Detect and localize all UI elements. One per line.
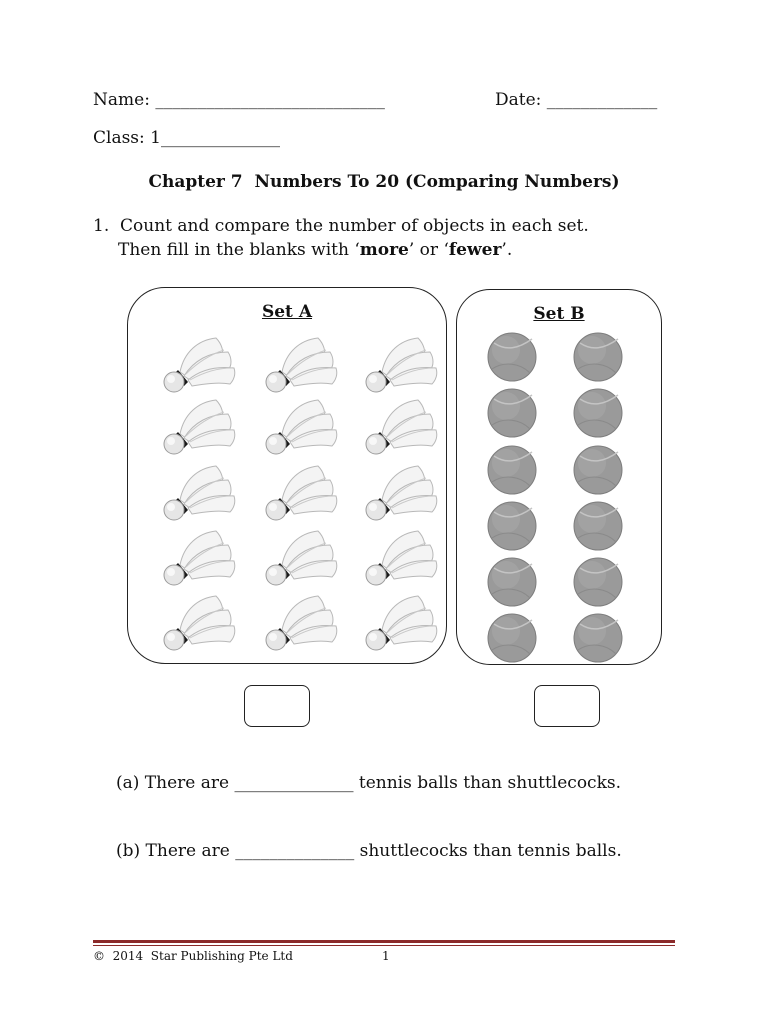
footer-rule	[93, 940, 675, 943]
shuttlecock-icon	[366, 531, 437, 585]
tennis-ball-icon	[574, 389, 622, 437]
tennis-ball-icon	[488, 558, 536, 606]
shuttlecock-icon	[266, 596, 337, 650]
set-a-label: Set A	[261, 302, 313, 322]
set-a-box	[127, 287, 447, 664]
shuttlecock-icon	[164, 338, 235, 392]
word-more: more	[359, 240, 409, 260]
footer-copyright: © 2014 Star Publishing Pte Ltd	[93, 949, 293, 963]
shuttlecock-icon	[366, 596, 437, 650]
class-field-label: Class: 1______________	[93, 128, 280, 148]
shuttlecock-icon	[266, 400, 337, 454]
shuttlecock-icon	[164, 400, 235, 454]
set-a-items	[128, 288, 446, 663]
tennis-ball-icon	[488, 446, 536, 494]
question-line-2: Then fill in the blanks with ‘more’ or ‘fewer’.	[118, 240, 513, 260]
tennis-ball-icon	[574, 558, 622, 606]
shuttlecock-icon	[366, 338, 437, 392]
shuttlecock-icon	[164, 531, 235, 585]
set-b-items	[457, 290, 661, 664]
set-a-answer-box[interactable]	[244, 685, 310, 727]
tennis-ball-icon	[574, 614, 622, 662]
shuttlecock-icon	[366, 400, 437, 454]
word-fewer: fewer	[448, 240, 502, 260]
question-number: 1.	[93, 216, 110, 236]
name-field-label: Name: ___________________________	[93, 90, 385, 110]
statement-b: (b) There are ______________ shuttlecocks than tennis balls.	[116, 841, 622, 861]
date-field-label: Date: _____________	[495, 90, 658, 110]
shuttlecock-icon	[164, 596, 235, 650]
tennis-ball-icon	[574, 446, 622, 494]
set-b-box	[456, 289, 662, 665]
shuttlecock-icon	[266, 531, 337, 585]
tennis-ball-icon	[488, 389, 536, 437]
set-b-answer-box[interactable]	[534, 685, 600, 727]
footer-page-number: 1	[382, 949, 390, 963]
shuttlecock-icon	[164, 466, 235, 520]
shuttlecock-icon	[266, 466, 337, 520]
question-1	[93, 214, 589, 262]
shuttlecock-icon	[366, 466, 437, 520]
question-line-1: Count and compare the number of objects in each set.	[120, 216, 589, 236]
shuttlecock-icon	[266, 338, 337, 392]
page-title: Chapter 7 Numbers To 20 (Comparing Numbers)	[148, 172, 620, 192]
statement-a: (a) There are ______________ tennis balls than shuttlecocks.	[116, 773, 622, 793]
tennis-ball-icon	[574, 333, 622, 381]
tennis-ball-icon	[488, 502, 536, 550]
footer-rule-thin	[93, 945, 675, 946]
tennis-ball-icon	[488, 614, 536, 662]
tennis-ball-icon	[488, 333, 536, 381]
set-b-label: Set B	[533, 304, 585, 324]
tennis-ball-icon	[574, 502, 622, 550]
